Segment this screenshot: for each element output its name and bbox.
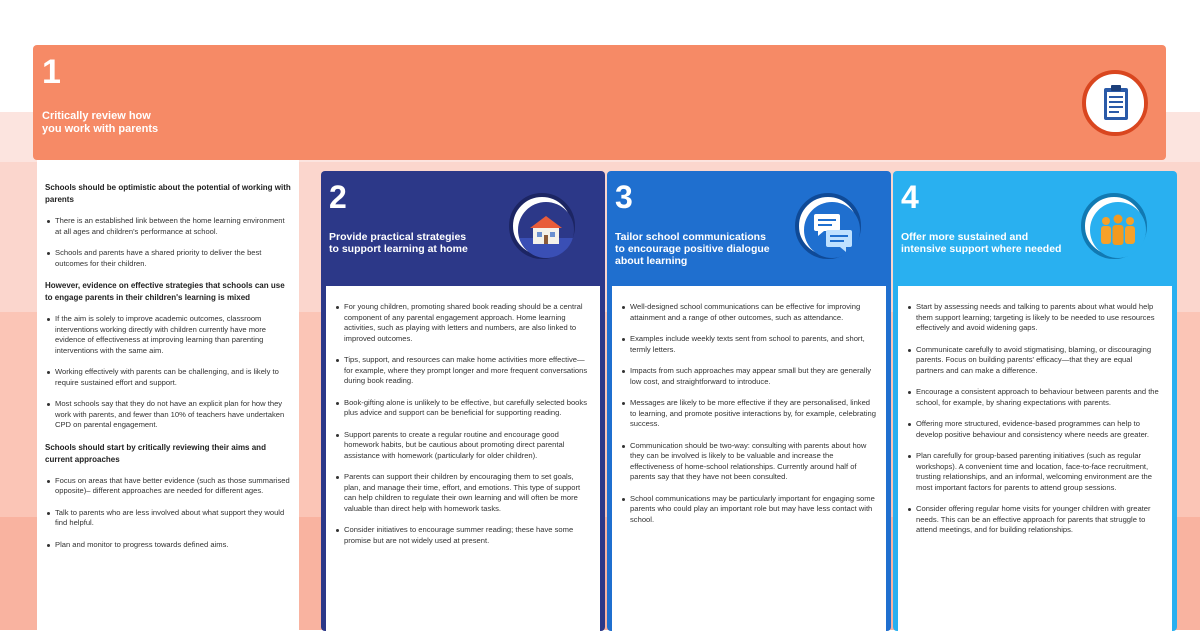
list-item: Communicate carefully to avoid stigmatising, blaming, or discouraging parents. Focus on building parents' efficacy—that they are equal partners and can make a difference.	[906, 345, 1162, 377]
section-2-body	[326, 286, 600, 631]
list-item: Most schools say that they do not have an explicit plan for how they work with parents, and fewer than 10% of teachers have undertaken CPD on parental engagement.	[45, 399, 291, 431]
section-3-title	[615, 231, 785, 267]
section-3-title-line: Tailor school communications	[615, 231, 766, 243]
section-3-header	[607, 171, 891, 283]
list-item: Consider initiatives to encourage summer reading; these have some promise but are not widely used at present.	[334, 525, 590, 546]
list-item: Focus on areas that have better evidence (such as those summarised opposite)– different approaches are needed for different ages.	[45, 476, 291, 497]
section-1-heading: Schools should start by critically reviewing their aims and current approaches	[45, 442, 266, 464]
section-4-title-line: Offer more sustained and	[901, 231, 1029, 243]
list-item: Parents can support their children by encouraging them to set goals, plan, and manage their time, effort, and emotions. This type of support can help children to regulate their own learning and will often be more valuable than direct help with homework tasks.	[334, 472, 590, 514]
chat-bubbles-icon	[795, 193, 861, 259]
clipboard-icon	[1082, 70, 1148, 136]
list-item: Plan and monitor to progress towards defined aims.	[45, 540, 291, 551]
people-group-icon	[1081, 193, 1147, 259]
list-item: Working effectively with parents can be challenging, and is likely to require sustained effort and support.	[45, 367, 291, 388]
list-item: Well-designed school communications can be effective for improving attainment and a range of other outcomes, such as attendance.	[620, 302, 876, 323]
section-1-number: 1	[42, 53, 61, 91]
list-item: If the aim is solely to improve academic outcomes, classroom interventions working directly with children currently have more evidence of effectiveness at improving learning than parenting interventions with the same aim.	[45, 314, 291, 356]
section-4-title-line: intensive support where needed	[901, 243, 1062, 255]
house-icon	[509, 193, 575, 259]
list-item: Messages are likely to be more effective if they are personalised, linked to learning, and promote positive interactions by, for example, celebrating success.	[620, 398, 876, 430]
section-3-title-line: about learning	[615, 255, 688, 267]
section-1-list	[45, 216, 291, 269]
list-item: Offering more structured, evidence-based programmes can help to develop positive behaviour and consistency where needs are greater.	[906, 419, 1162, 440]
list-item: Consider offering regular home visits for younger children with greater needs. This can be an effective approach for parents that struggle to attend meetings, and for building relationships.	[906, 504, 1162, 536]
section-2-card	[321, 171, 605, 631]
list-item: For young children, promoting shared book reading should be a central component of any parental engagement approach. Home learning activities, such as playing with letters and numbers, are also linked to improved outcomes.	[334, 302, 590, 344]
section-4-body	[898, 286, 1172, 631]
list-item: Tips, support, and resources can make home activities more effective—for example, where they prompt longer and more frequent conversations during book reading.	[334, 355, 590, 387]
section-1-title-line: Critically review how	[42, 110, 151, 122]
section-1-body	[37, 160, 299, 630]
section-1-header	[33, 45, 1166, 160]
section-4-list	[898, 286, 1172, 536]
section-2-title-line: Provide practical strategies	[329, 231, 467, 243]
section-1-heading: Schools should be optimistic about the potential of working with parents	[45, 183, 291, 204]
section-3-card	[607, 171, 891, 631]
list-item: Plan carefully for group-based parenting initiatives (such as regular workshops). A convenient time and location, face-to-face recruitment, trusting relationships, and an informal, welcoming environment are the most important factors for parents to attend group sessions.	[906, 451, 1162, 493]
section-4-card	[893, 171, 1177, 631]
list-item: Impacts from such approaches may appear small but they are generally low cost, and straightforward to introduce.	[620, 366, 876, 387]
list-item: Communication should be two-way: consulting with parents about how they can be involved is likely to be valuable and increase the effectiveness of home-school relationships. Currently around half of parents say that they have not been consulted.	[620, 441, 876, 483]
section-4-title	[901, 231, 1071, 255]
section-2-title-line: to support learning at home	[329, 243, 468, 255]
list-item: Start by assessing needs and talking to parents about what would help them support learning; targeting is likely to be needed to use resources effectively and avoid widening gaps.	[906, 302, 1162, 334]
list-item: Book-gifting alone is unlikely to be effective, but carefully selected books plus advice and support can be beneficial for supporting reading.	[334, 398, 590, 419]
list-item: School communications may be particularly important for engaging some parents who could play an important role but may have less contact with school.	[620, 494, 876, 526]
list-item: Examples include weekly texts sent from school to parents, and short, termly letters.	[620, 334, 876, 355]
section-3-body	[612, 286, 886, 631]
list-item: Encourage a consistent approach to behaviour between parents and the school, for example, by sharing expectations with parents.	[906, 387, 1162, 408]
section-3-list	[612, 286, 886, 525]
list-item: There is an established link between the home learning environment at all ages and children's performance at school.	[45, 216, 291, 237]
section-2-header	[321, 171, 605, 283]
section-2-list	[326, 286, 600, 546]
list-item: Support parents to create a regular routine and encourage good homework habits, but be cautious about promoting direct parental assistance with homework (particularly for older children).	[334, 430, 590, 462]
section-3-number: 3	[615, 179, 633, 215]
section-2-title	[329, 231, 499, 255]
section-1-heading: However, evidence on effective strategies that schools can use to engage parents in their children's learning is mixed	[45, 281, 285, 302]
section-1-title-line: you work with parents	[42, 123, 159, 135]
section-1-list	[45, 476, 291, 551]
section-1-list	[45, 314, 291, 431]
section-4-number: 4	[901, 179, 919, 215]
list-item: Talk to parents who are less involved about what support they would find helpful.	[45, 508, 291, 529]
list-item: Schools and parents have a shared priority to deliver the best outcomes for their children.	[45, 248, 291, 269]
section-4-header	[893, 171, 1177, 283]
section-3-title-line: to encourage positive dialogue	[615, 243, 770, 255]
section-1-title	[42, 110, 158, 136]
section-2-number: 2	[329, 179, 347, 215]
